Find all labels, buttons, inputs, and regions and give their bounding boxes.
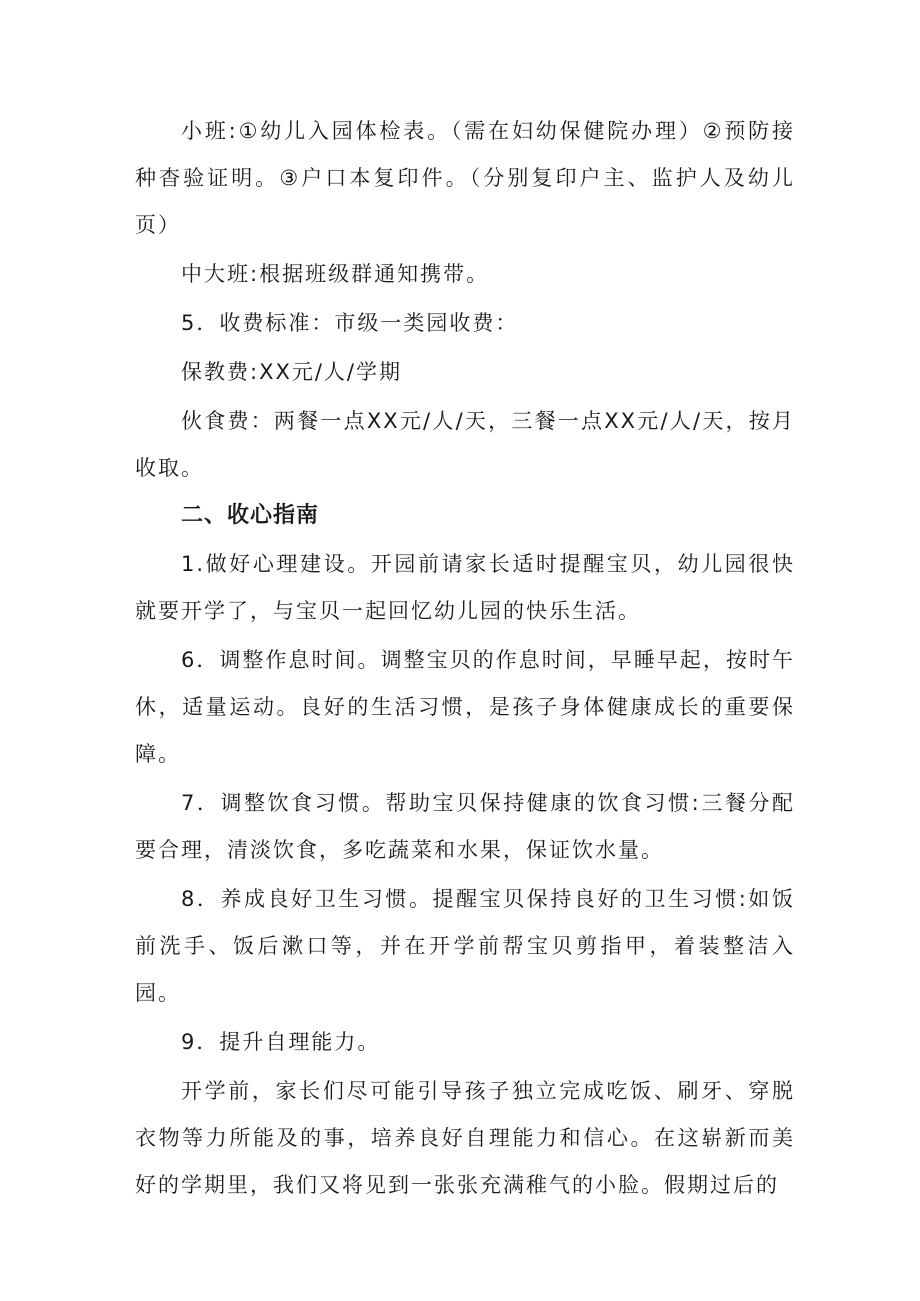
paragraph-hygiene-habits: 8．养成良好卫生习惯。提醒宝贝保持良好的卫生习惯:如饭前洗手、饭后漱口等，并在开学前帮宝贝剪指甲，着装整洁入园。: [135, 887, 795, 1005]
section-heading: 二、收心指南: [181, 503, 320, 528]
paragraph-self-care: 9．提升自理能力。: [181, 1030, 381, 1054]
paragraph-before-school: 开学前，家长们尽可能引导孩子独立完成吃饭、刷牙、穿脱衣物等力所能及的事，培养良好自理能力和信心。在这崭新而美好的学期里，我们又将见到一张张充满稚气的小脸。假期过后的: [135, 1079, 795, 1197]
paragraph-meal-fee: 伙食费：两餐一点XX元/人/天，三餐一点XX元/人/天，按月收取。: [135, 409, 795, 480]
paragraph-diet-habits: 7．调整饮食习惯。帮助宝贝保持健康的饮食习惯:三餐分配要合理，清淡饮食，多吃蔬菜和水果，保证饮水量。: [135, 791, 795, 862]
paragraph-tuition-fee: 保教费:XX元/人/学期: [181, 360, 402, 384]
paragraph-middle-large-class: 中大班:根据班级群通知携带。: [181, 262, 490, 286]
document-body: [135, 108, 795, 1209]
paragraph-schedule-adjust: 6．调整作息时间。调整宝贝的作息时间，早睡早起，按时午休，适量运动。良好的生活习惯，是孩子身体健康成长的重要保障。: [135, 648, 795, 766]
paragraph-small-class-documents: 小班:①幼儿入园体检表。（需在妇幼保健院办理）②预防接种杳验证明。③户口本复印件。（分别复印户主、监护人及幼儿页）: [135, 119, 795, 237]
paragraph-fee-standard: 5．收费标准：市级一类园收费：: [181, 311, 519, 335]
paragraph-psychological-prep: 1.做好心理建设。开园前请家长适时提醒宝贝，幼儿园很快就要开学了，与宝贝一起回忆幼儿园的快乐生活。: [135, 552, 795, 623]
